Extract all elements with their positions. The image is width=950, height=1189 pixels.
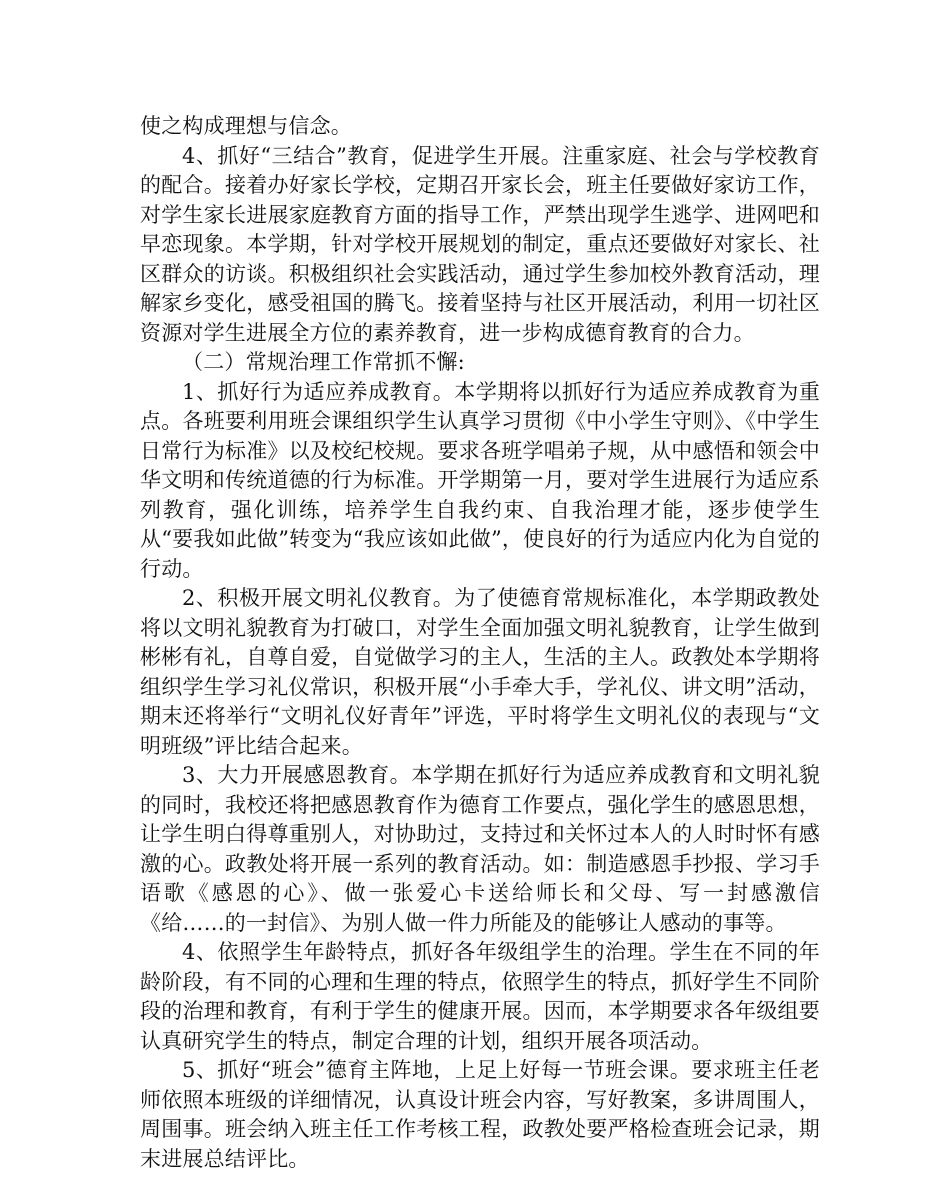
paragraph-gratitude-education: 3、大力开展感恩教育。本学期在抓好行为适应养成教育和文明礼貌的同时，我校还将把感恩教育作为德育工作要点，强化学生的感恩思想，让学生明白得尊重别人，对协助过，支持过和关怀过本人的人时时怀有感激的心。政教处将开展一系列的教育活动。如：制造感恩手抄报、学习手语歌《感恩的心》、做一张爱心卡送给师长和父母、写一封感激信《给……的一封信》、为别人做一件力所能及的能够让人感动的事等。 xyxy=(140,763,820,935)
paragraph-behavior-habits: 1、抓好行为适应养成教育。本学期将以抓好行为适应养成教育为重点。各班要利用班会课组织学生认真学习贯彻《中小学生守则》、《中学生日常行为标准》以及校纪校规。要求各班学唱弟子规，从中感悟和领会中华文明和传统道德的行为标准。开学期第一月，要对学生进展行为适应系列教育，强化训练，培养学生自我约束、自我治理才能，逐步使学生从“要我如此做”转变为“我应该如此做”，使良好的行为适应内化为自觉的行动。 xyxy=(140,379,820,581)
section-heading-routine-management: （二）常规治理工作常抓不懈: xyxy=(182,350,465,374)
paragraph-three-combination-education: 4、抓好“三结合”教育，促进学生开展。注重家庭、社会与学校教育的配合。接着办好家长学校，定期召开家长会，班主任要做好家访工作，对学生家长进展家庭教育方面的指导工作，严禁出现学生逃学、进网吧和早恋现象。本学期，针对学校开展规划的制定，重点还要做好对家长、社区群众的访谈。积极组织社会实践活动，通过学生参加校外教育活动，理解家乡变化，感受祖国的腾飞。接着坚持与社区开展活动，利用一切社区资源对学生进展全方位的素养教育，进一步构成德育教育的合力。 xyxy=(140,143,820,345)
paragraph-class-meeting: 5、抓好“班会”德育主阵地，上足上好每一节班会课。要求班主任老师依照本班级的详细情况，认真设计班会内容，写好教案，多讲周围人，周围事。班会纳入班主任工作考核工程，政教处要严格检查班会记录，期末进展总结评比。 xyxy=(140,1058,820,1171)
paragraph-grade-management: 4、依照学生年龄特点，抓好各年级组学生的治理。学生在不同的年龄阶段，有不同的心理和生理的特点，依照学生的特点，抓好学生不同阶段的治理和教育，有利于学生的健康开展。因而，本学期要求各年级组要认真研究学生的特点，制定合理的计划，组织开展各项活动。 xyxy=(140,940,820,1053)
document-body xyxy=(140,112,820,1174)
paragraph-continuation: 使之构成理想与信念。 xyxy=(140,114,352,138)
paragraph-etiquette-education: 2、积极开展文明礼仪教育。为了使德育常规标准化，本学期政教处将以文明礼貌教育为打破口，对学生全面加强文明礼貌教育，让学生做到彬彬有礼，自尊自爱，自觉做学习的主人，生活的主人。政教处本学期将组织学生学习礼仪常识，积极开展“小手牵大手，学礼仪、讲文明”活动，期末还将举行“文明礼仪好青年”评选，平时将学生文明礼仪的表现与“文明班级”评比结合起来。 xyxy=(140,586,820,758)
